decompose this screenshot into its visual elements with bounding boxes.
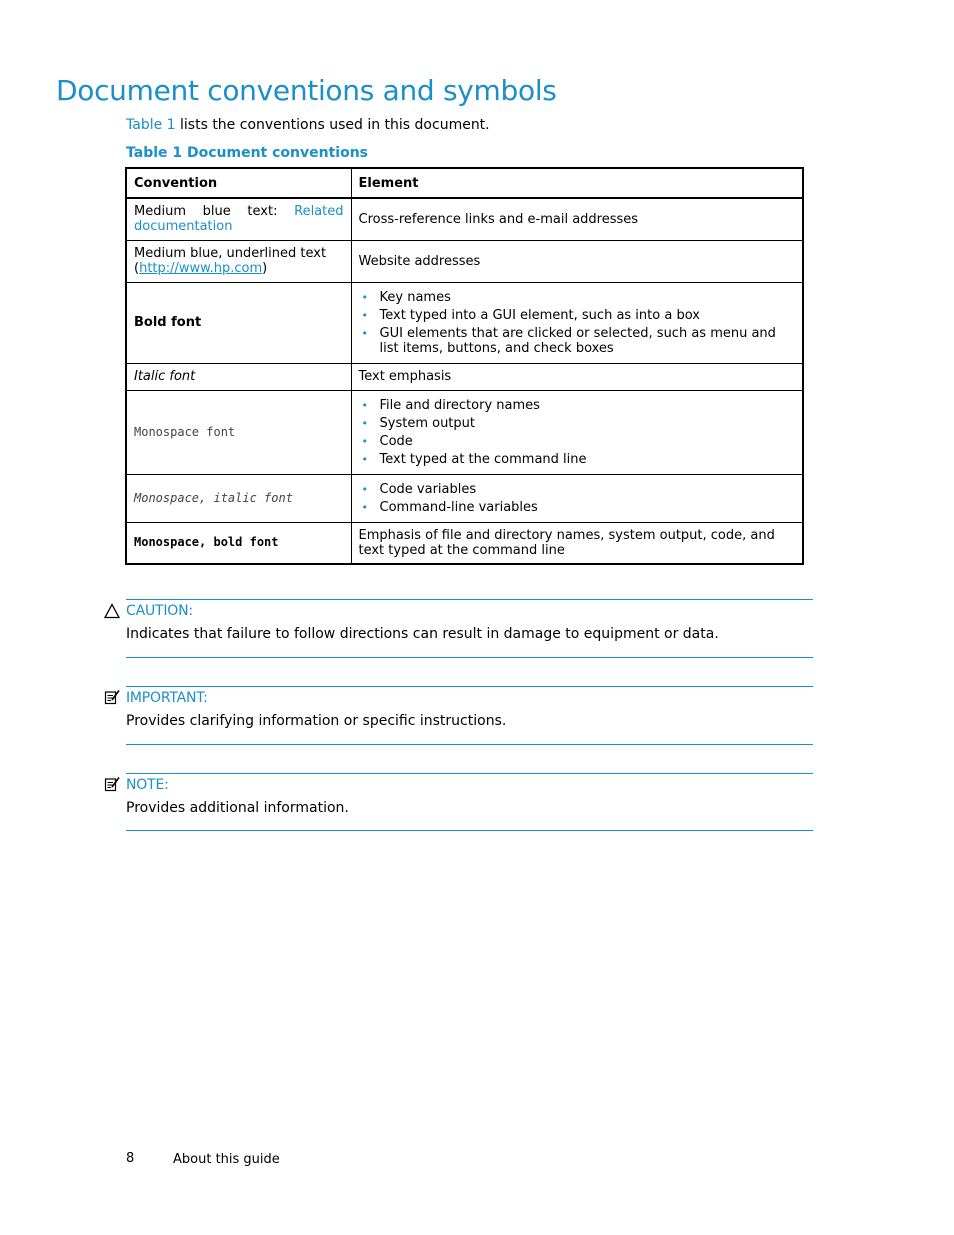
important-label: IMPORTANT: [126, 690, 208, 706]
list-item-text: Code [379, 433, 413, 449]
list-item-text: Command-line variables [379, 499, 538, 515]
bullet-list [359, 482, 796, 515]
convention-cell: Monospace, bold font [126, 522, 351, 564]
table-row [126, 390, 803, 474]
list-item-text: File and directory names [379, 397, 540, 413]
note-icon [104, 776, 120, 792]
caution-text: Indicates that failure to follow directions can result in damage to equipment or data. [126, 626, 719, 642]
header-element: Element [351, 168, 803, 198]
list-item-text: Text typed into a GUI element, such as into a box [379, 307, 700, 323]
bullet-icon: • [361, 290, 368, 304]
hp-website-link[interactable]: http://www.hp.com [139, 261, 263, 276]
note-notice [126, 773, 813, 831]
convention-text: Medium blue, underlined text ( [134, 246, 327, 276]
bullet-icon: • [361, 434, 368, 448]
list-item-text: GUI elements that are clicked or selected, such as menu and list items, buttons, and check boxes [379, 325, 776, 356]
convention-cell: Italic font [126, 363, 351, 390]
convention-text-suffix: ) [262, 261, 268, 276]
bullet-icon: • [361, 308, 368, 322]
table-row [126, 522, 803, 564]
intro-paragraph [126, 117, 490, 133]
element-cell: Text emphasis [351, 363, 803, 390]
list-item-text: Text typed at the command line [379, 451, 587, 467]
convention-cell: Bold font [126, 282, 351, 363]
element-cell: Emphasis of file and directory names, system output, code, and text typed at the command line [351, 522, 803, 564]
element-cell [351, 474, 803, 522]
convention-cell: Monospace, italic font [126, 474, 351, 522]
caution-triangle-icon [104, 603, 120, 619]
bullet-icon: • [361, 398, 368, 412]
table-row [126, 198, 803, 240]
caution-notice [126, 599, 813, 658]
convention-cell [126, 198, 351, 240]
element-cell: Website addresses [351, 240, 803, 282]
bullet-icon: • [361, 482, 368, 496]
caution-label: CAUTION: [126, 603, 193, 619]
important-text: Provides clarifying information or specific instructions. [126, 713, 507, 729]
list-item [359, 326, 796, 356]
table-row [126, 240, 803, 282]
convention-cell: Monospace font [126, 390, 351, 474]
list-item-text: Key names [379, 289, 451, 305]
bullet-icon: • [361, 500, 368, 514]
list-item [359, 434, 796, 449]
element-cell [351, 282, 803, 363]
table-caption: Table 1 Document conventions [126, 145, 368, 161]
note-label: NOTE: [126, 777, 169, 793]
bullet-icon: • [361, 416, 368, 430]
list-item [359, 308, 796, 323]
important-note-icon [104, 689, 120, 705]
note-text: Provides additional information. [126, 800, 349, 816]
page-title: Document conventions and symbols [56, 74, 557, 107]
related-documentation-link[interactable]: Related documentation [134, 204, 344, 235]
list-item [359, 452, 796, 467]
bullet-list [359, 290, 796, 356]
footer-section-title: About this guide [173, 1152, 280, 1167]
convention-cell [126, 240, 351, 282]
table-reference-link[interactable]: Table 1 [126, 117, 176, 133]
element-cell: Cross-reference links and e-mail addresses [351, 198, 803, 240]
list-item-text: Code variables [379, 481, 477, 497]
list-item-text: System output [379, 415, 475, 431]
bullet-icon: • [361, 452, 368, 466]
element-cell [351, 390, 803, 474]
table-row [126, 282, 803, 363]
list-item [359, 482, 796, 497]
list-item [359, 290, 796, 305]
page-number: 8 [126, 1151, 135, 1166]
intro-text: lists the conventions used in this document. [175, 117, 490, 133]
table-row [126, 474, 803, 522]
bullet-list [359, 398, 796, 467]
list-item [359, 398, 796, 413]
important-notice [126, 686, 813, 745]
table-row [126, 363, 803, 390]
list-item [359, 500, 796, 515]
table-header-row [126, 168, 803, 198]
header-convention: Convention [126, 168, 351, 198]
conventions-table [125, 167, 804, 565]
list-item [359, 416, 796, 431]
convention-text: Medium blue text: [134, 204, 295, 220]
bullet-icon: • [361, 326, 368, 340]
